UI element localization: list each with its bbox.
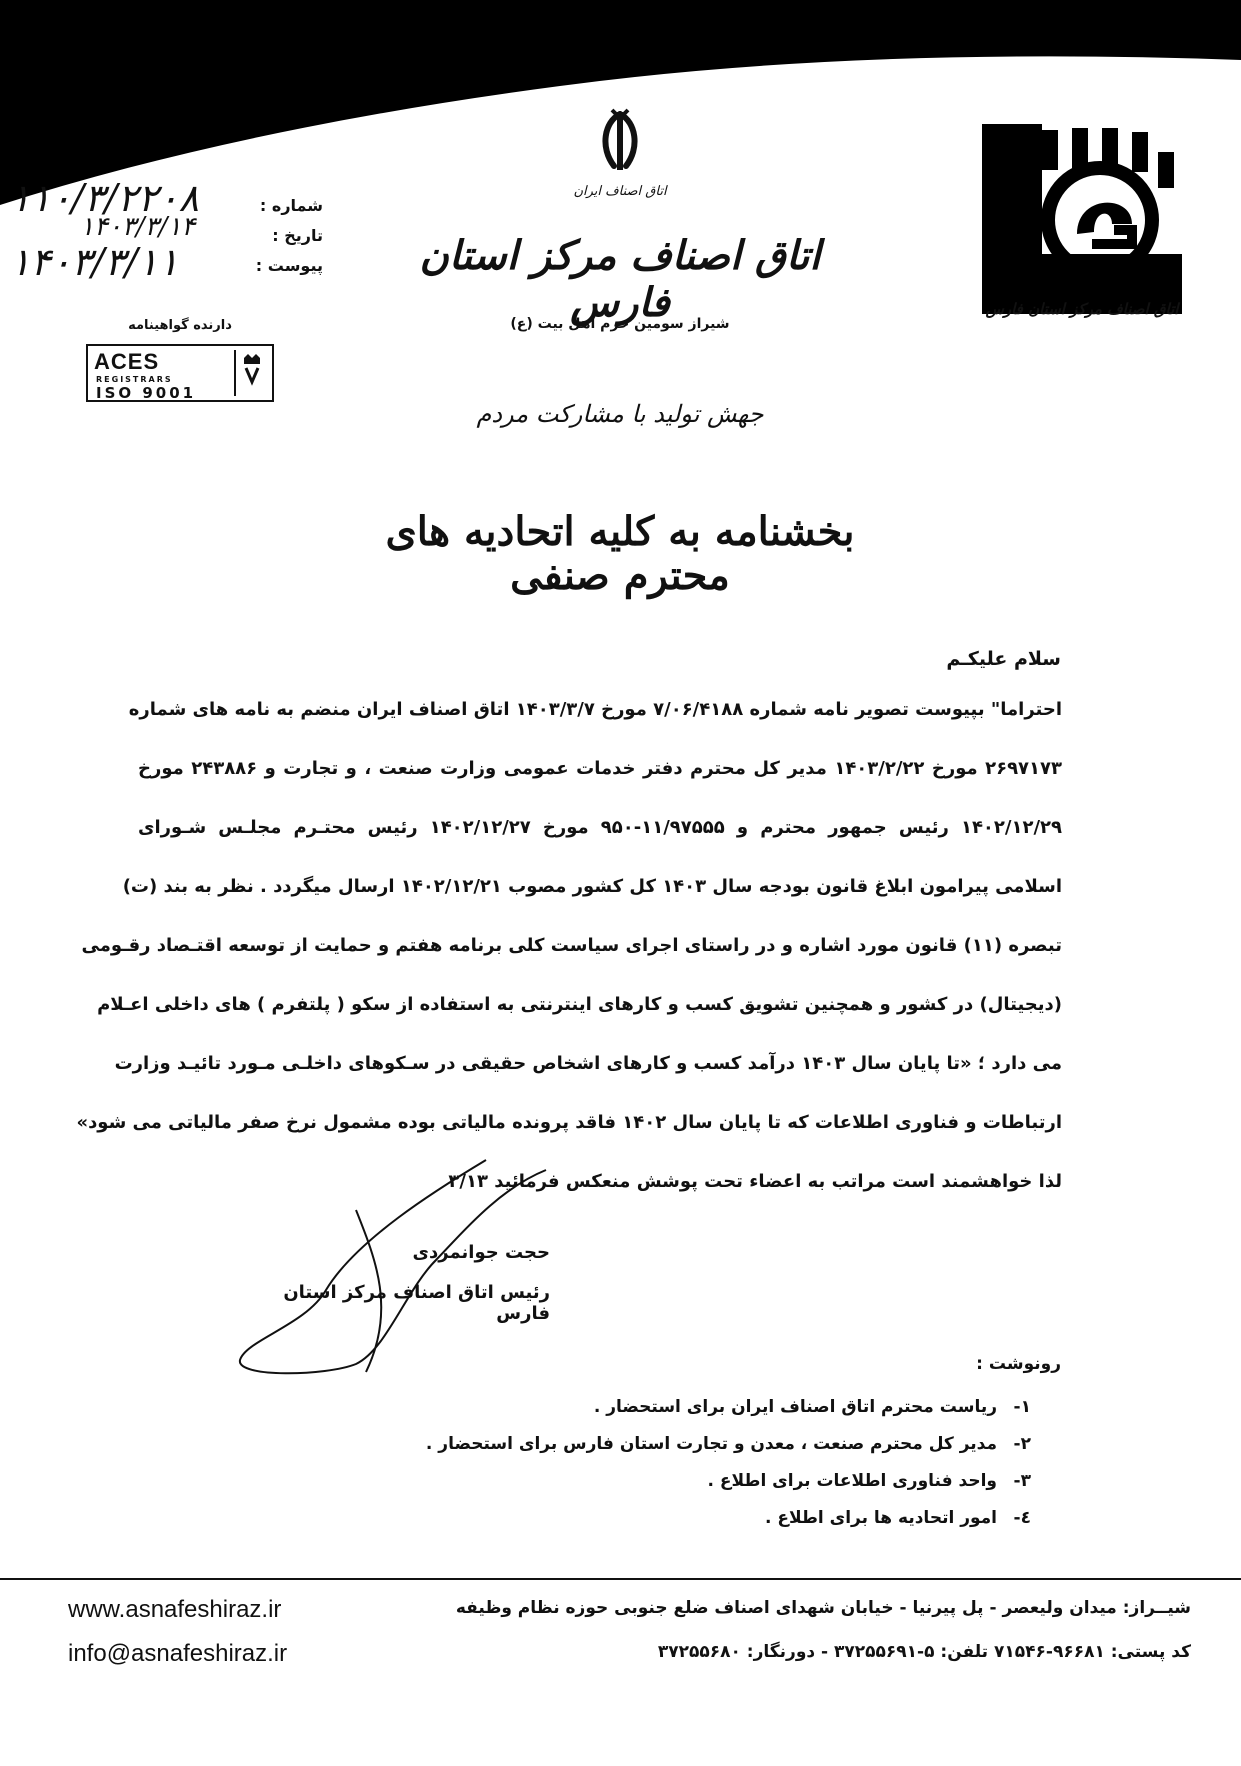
- body-line: ۲۶۹۷۱۷۳ مورخ ۱۴۰۳/۲/۲۲ مدیر کل محترم دفتر خدمات عمومی وزارت صنعت ، و تجارت و ۲۴۳۸۸۶ مورخ: [138, 758, 1062, 779]
- meta-date-label: تاریخ :: [272, 225, 323, 245]
- cert-iso-text: ISO 9001: [96, 384, 197, 402]
- cc-item-text: امور اتحادیه ها برای اطلاع .: [764, 1507, 997, 1528]
- cc-item-text: ریاست محترم اتاق اصناف ایران برای استحضار .: [593, 1396, 997, 1417]
- circular-title: بخشنامه به کلیه اتحادیه های محترم صنفی: [385, 508, 855, 599]
- cc-item: [426, 1499, 1031, 1536]
- cert-registrars-text: REGISTRARS: [96, 375, 173, 384]
- cc-item-text: واحد فناوری اطلاعات برای اطلاع .: [707, 1470, 997, 1491]
- greeting: سلام علیکـم: [946, 648, 1061, 670]
- signer-name: حجت جوانمردی: [412, 1242, 550, 1263]
- cc-item-text: مدیر کل محترم صنعت ، معدن و تجارت استان فارس برای استحضار .: [425, 1433, 997, 1454]
- logo-caption: اتاق اصناف مرکز استان فارس: [985, 300, 1179, 318]
- meta-number-label: شماره :: [259, 195, 323, 215]
- body-line: ارتباطات و فناوری اطلاعات که تا پایان سال ۱۴۰۲ فاقد پرونده مالیاتی بوده مشمول نرخ صفر مالیاتی می شود»: [76, 1112, 1062, 1133]
- iso-certificate-badge: [86, 344, 274, 402]
- org-small-name: اتاق اصناف ایران: [573, 184, 667, 199]
- cc-item-number: ۳-: [1013, 1470, 1031, 1491]
- body-line: تبصره (۱۱) قانون مورد اشاره و در راستای اجرای سیاست کلی برنامه هفتم و حمایت از توسعه اقتـصاد رقـومی: [81, 935, 1062, 956]
- body-line: می دارد ؛ «تا پایان سال ۱۴۰۳ درآمد کسب و کارهای اشخاص حقیقی در سـکوهای داخلـی مـورد تائیـد وزارت: [114, 1053, 1062, 1074]
- cc-list: [426, 1388, 1031, 1536]
- meta-number-row: [253, 190, 323, 220]
- body-line: لذا خواهشمند است مراتب به اعضاء تحت پوشش منعکس فرمائید ۳/۱۳: [448, 1171, 1062, 1192]
- footer-email-link[interactable]: info@asnafeshiraz.ir: [68, 1640, 288, 1667]
- letter-body: [76, 680, 1062, 1211]
- meta-attachment-label: پیوست :: [255, 255, 323, 275]
- cc-item: [426, 1462, 1031, 1499]
- footer-divider: [0, 1578, 1241, 1580]
- meta-number-value: ۱۱۰/۳/۲۲۰۸: [10, 176, 199, 220]
- meta-date-value: ۱۴۰۳/۳/۱۴: [80, 212, 196, 242]
- footer-address: شیــراز: میدان ولیعصر - پل پیرنیا - خیابان شهدای اصناف ضلع جنوبی حوزه نظام وظیفه: [455, 1598, 1191, 1618]
- gear-logo-icon: [982, 124, 1182, 314]
- cc-item-number: ٤-: [1013, 1507, 1031, 1528]
- cc-item: [426, 1388, 1031, 1425]
- meta-attachment-value: ۱۴۰۳/۳/۱۱: [10, 240, 179, 284]
- body-line: ۱۴۰۲/۱۲/۲۹ رئیس جمهور محترم و ۱۱/۹۷۵۵۵-۹۵۰ مورخ ۱۴۰۲/۱۲/۲۷ رئیس محتـرم مجلـس شـورای: [138, 817, 1062, 838]
- org-subtitle: شیراز سومین حرم اهل بیت (ع): [510, 316, 730, 332]
- org-title: اتاق اصناف مرکز استان فارس: [419, 232, 821, 326]
- letter-meta: [253, 190, 323, 280]
- body-line: اسلامی پیرامون ابلاغ قانون بودجه سال ۱۴۰۳ کل کشور مصوب ۱۴۰۲/۱۲/۲۱ ارسال میگردد . نظر به بند (ت): [122, 876, 1062, 897]
- cc-title: رونوشت :: [976, 1354, 1061, 1374]
- meta-attachment-row: [253, 250, 323, 280]
- footer-website-link[interactable]: www.asnafeshiraz.ir: [68, 1596, 282, 1623]
- cc-item: [426, 1425, 1031, 1462]
- iran-emblem-icon: [590, 108, 650, 176]
- cc-item-number: ۱-: [1013, 1396, 1031, 1417]
- meta-date-row: [253, 220, 323, 250]
- ukas-crown-icon: [234, 350, 268, 396]
- handwritten-signature: [236, 1150, 556, 1380]
- body-line: (دیجیتال) در کشور و همچنین تشویق کسب و کارهای اینترنتی به استفاده از سکو ( پلتفرم ) های داخلی اعـلام: [97, 994, 1062, 1015]
- slogan: جهش تولید با مشارکت مردم: [476, 400, 764, 428]
- cc-item-number: ۲-: [1013, 1433, 1031, 1454]
- signer-title: رئیس اتاق اصناف مرکز استان فارس: [283, 1282, 550, 1324]
- cert-aces-text: ACES: [94, 349, 160, 374]
- certificate-label: دارنده گواهینامه: [128, 318, 232, 333]
- body-line: احتراما" بپیوست تصویر نامه شماره ۷/۰۶/۴۱۸۸ مورخ ۱۴۰۳/۳/۷ اتاق اصناف ایران منضم به نامه های شماره: [128, 699, 1062, 720]
- footer-postal-phone: کد پستی: ۹۶۶۸۱-۷۱۵۴۶ تلفن: ۵-۳۷۲۵۵۶۹۱ - دورنگار: ۳۷۲۵۵۶۸۰: [657, 1642, 1191, 1662]
